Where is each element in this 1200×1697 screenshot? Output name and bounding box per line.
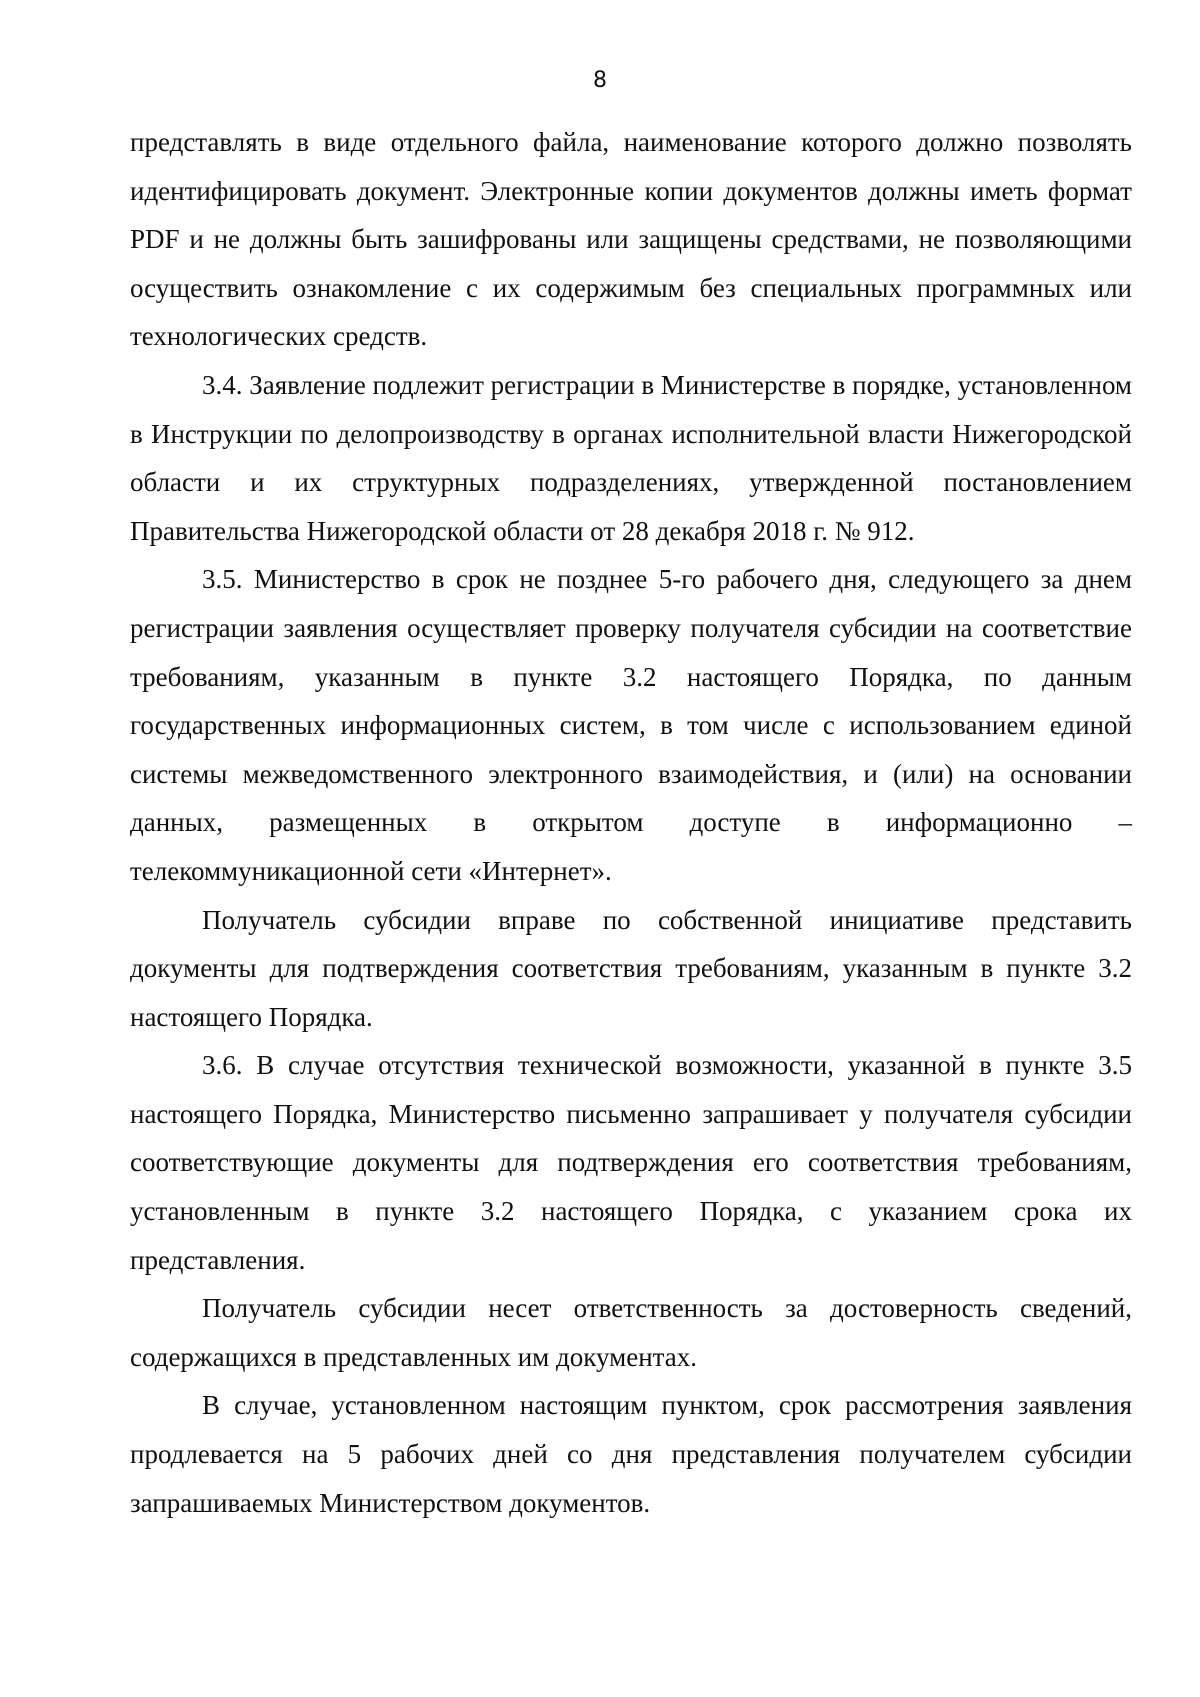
paragraph-3-5: 3.5. Министерство в срок не позднее 5-го рабочего дня, следующего за днем регистрации заявления осуществляет проверку получателя субсидии на соответствие требованиям, указанным в пункте 3.2 настоящего Порядка, по данным государственных информационных систем, в том числе с использованием единой системы межведомственного электронного взаимодействия, и (или) на основании данных, размещенных в открытом доступе в информационно – телекоммуникационной сети «Интернет». — [130, 564, 1132, 886]
paragraph-3-6: 3.6. В случае отсутствия технической возможности, указанной в пункте 3.5 настоящего Порядка, Министерство письменно запрашивает у получателя субсидии соответствующие документы для подтверждения его соответствия требованиям, установленным в пункте 3.2 настоящего Порядка, с указанием срока их представления. — [130, 1050, 1132, 1275]
page-number: 8 — [593, 68, 607, 93]
paragraph-responsibility: Получатель субсидии несет ответственность за достоверность сведений, содержащихся в представленных им документах. — [130, 1293, 1132, 1372]
paragraph-3-4: 3.4. Заявление подлежит регистрации в Министерстве в порядке, установленном в Инструкции по делопроизводству в органах исполнительной власти Нижегородской области и их структурных подразделениях, утвержденной постановлением Правительства Нижегородской области от 28 декабря 2018 г. № 912. — [130, 369, 1133, 546]
document-body — [130, 118, 1132, 1527]
paragraph-term-extension: В случае, установленном настоящим пунктом, срок рассмотрения заявления продлевается на 5 рабочих дней со дня представления получателем субсидии запрашиваемых Министерством документов. — [130, 1390, 1132, 1518]
paragraph-continuation: представлять в виде отдельного файла, наименование которого должно позволять идентифицировать документ. Электронные копии документов должны иметь формат PDF и не должны быть зашифрованы или защищены средствами, не позволяющими осуществить ознакомление с их содержимым без специальных программных или технологических средств. — [130, 127, 1132, 352]
paragraph-right-to-submit: Получатель субсидии вправе по собственной инициативе представить документы для подтверждения соответствия требованиям, указанным в пункте 3.2 настоящего Порядка. — [130, 904, 1132, 1032]
